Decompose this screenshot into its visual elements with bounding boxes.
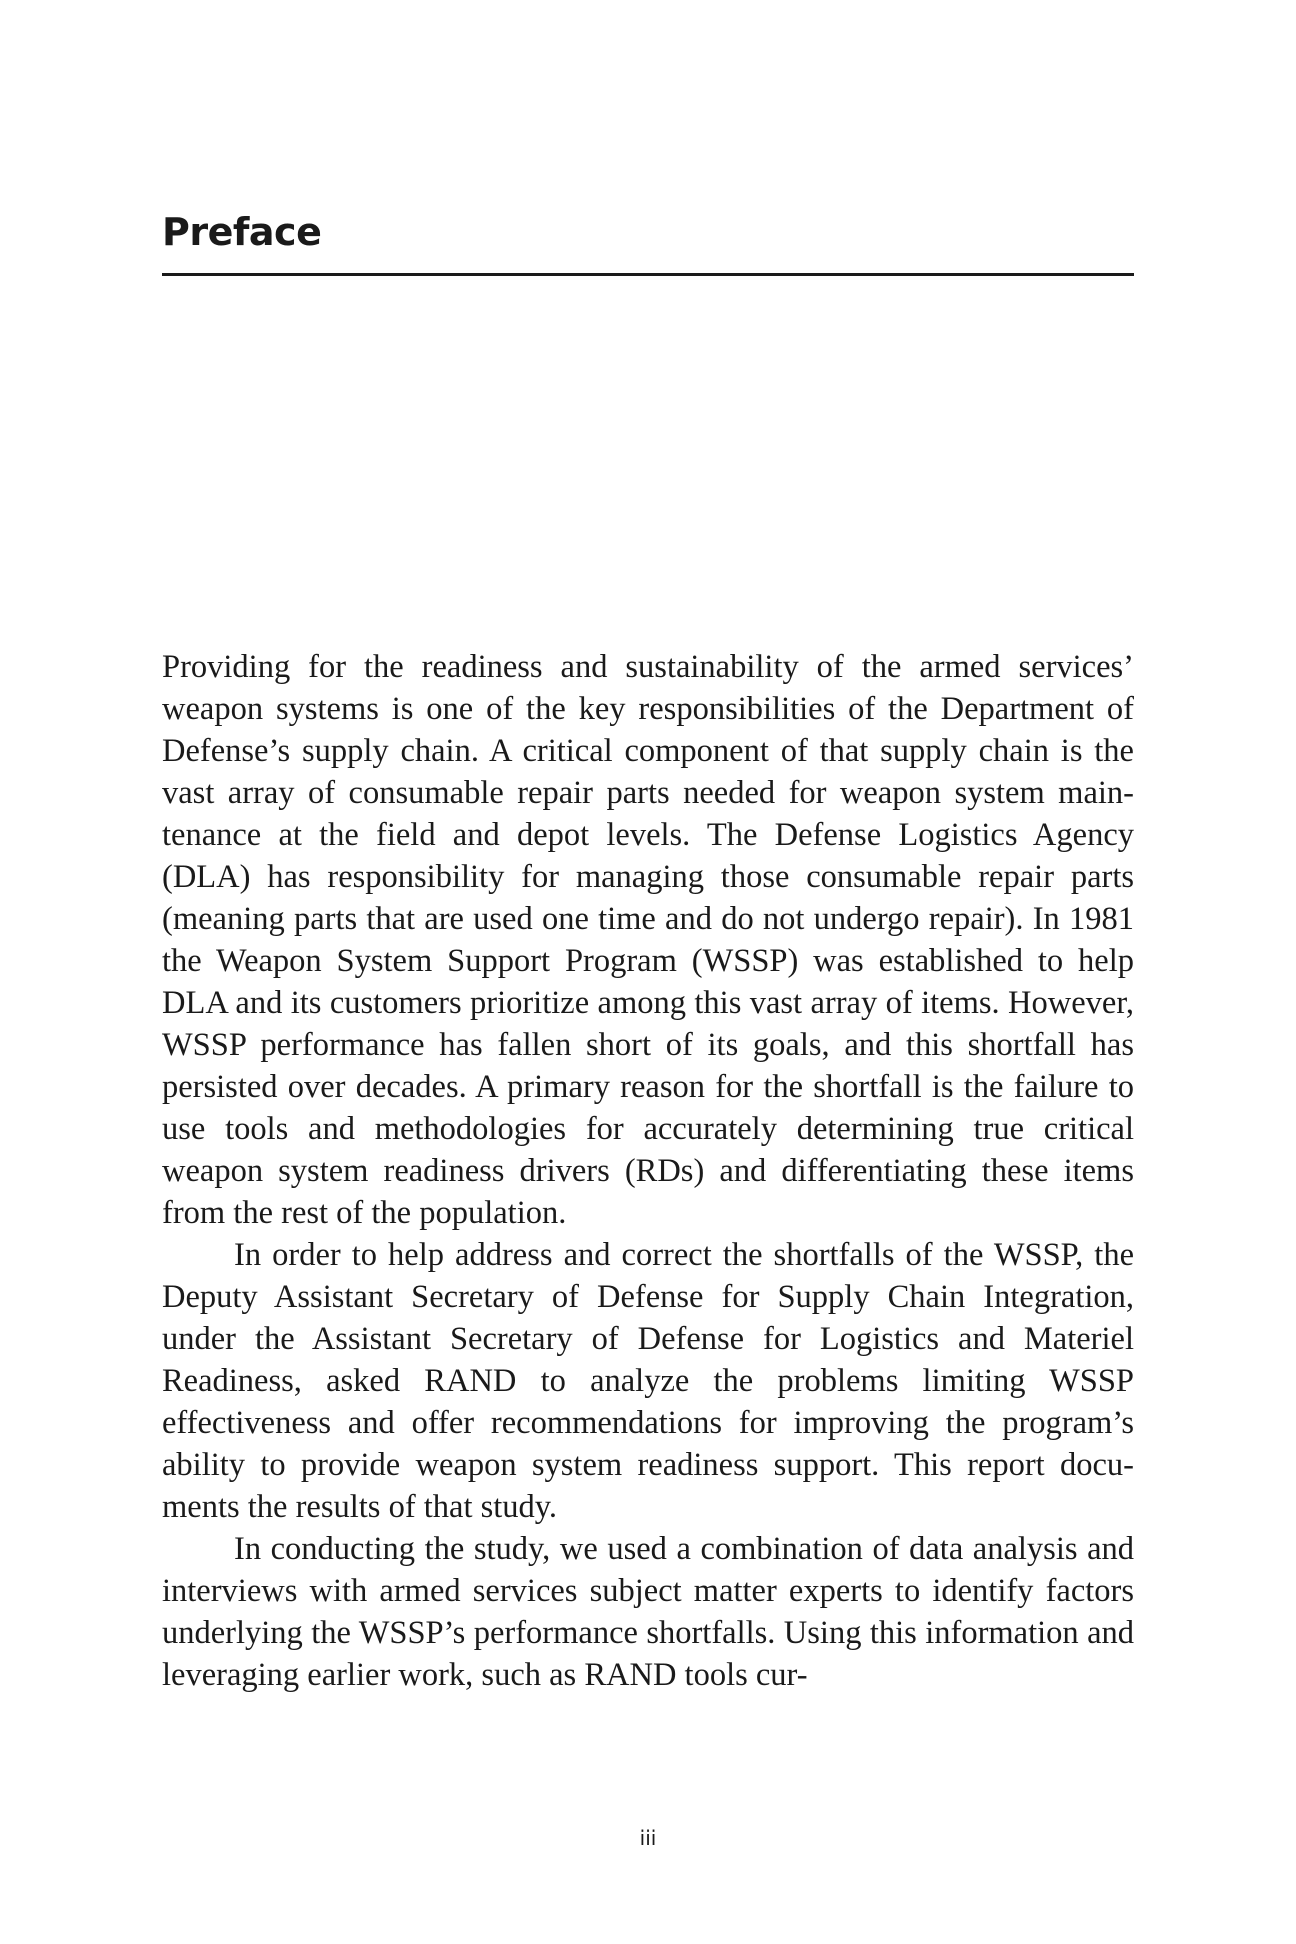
paragraph: In order to help address and correct the shortfalls of the WSSP, the Deputy Assistant Secretary of Defense for Supply Chain Integration, under the Assistant Secretary of Defense for Logistics and Materiel Readiness, asked RAND to analyze the problems limiting WSSP effectiveness and offer recommendations for improving the program’s ability to provide weapon system readiness support. This report documents the results of that study. <box>162 1237 1134 1525</box>
paragraph: Providing for the readiness and sustainability of the armed services’ weapon systems is one of the key responsibilities of the Department of Defense’s supply chain. A critical component of that supply chain is the vast array of consumable repair parts needed for weapon system maintenance at the field and depot levels. The Defense Logistics Agency (DLA) has responsibility for managing those consumable repair parts (meaning parts that are used one time and do not undergo repair). In 1981 the Weapon System Support Program (WSSP) was established to help DLA and its customers prioritize among this vast array of items. However, WSSP performance has fallen short of its goals, and this shortfall has persisted over decades. A primary reason for the shortfall is the failure to use tools and methodologies for accurately determining true critical weapon system readiness drivers (RDs) and differentiating these items from the rest of the population. <box>162 649 1134 1231</box>
paragraph: In conducting the study, we used a combination of data analysis and interviews with armed services subject matter experts to identify factors underlying the WSSP’s performance shortfalls. Using this information and leveraging earlier work, such as RAND tools cur- <box>162 1531 1134 1693</box>
page-title: Preface <box>162 210 322 254</box>
title-rule <box>162 273 1134 276</box>
body-text <box>162 646 1134 1696</box>
page-number: iii <box>639 1826 657 1850</box>
